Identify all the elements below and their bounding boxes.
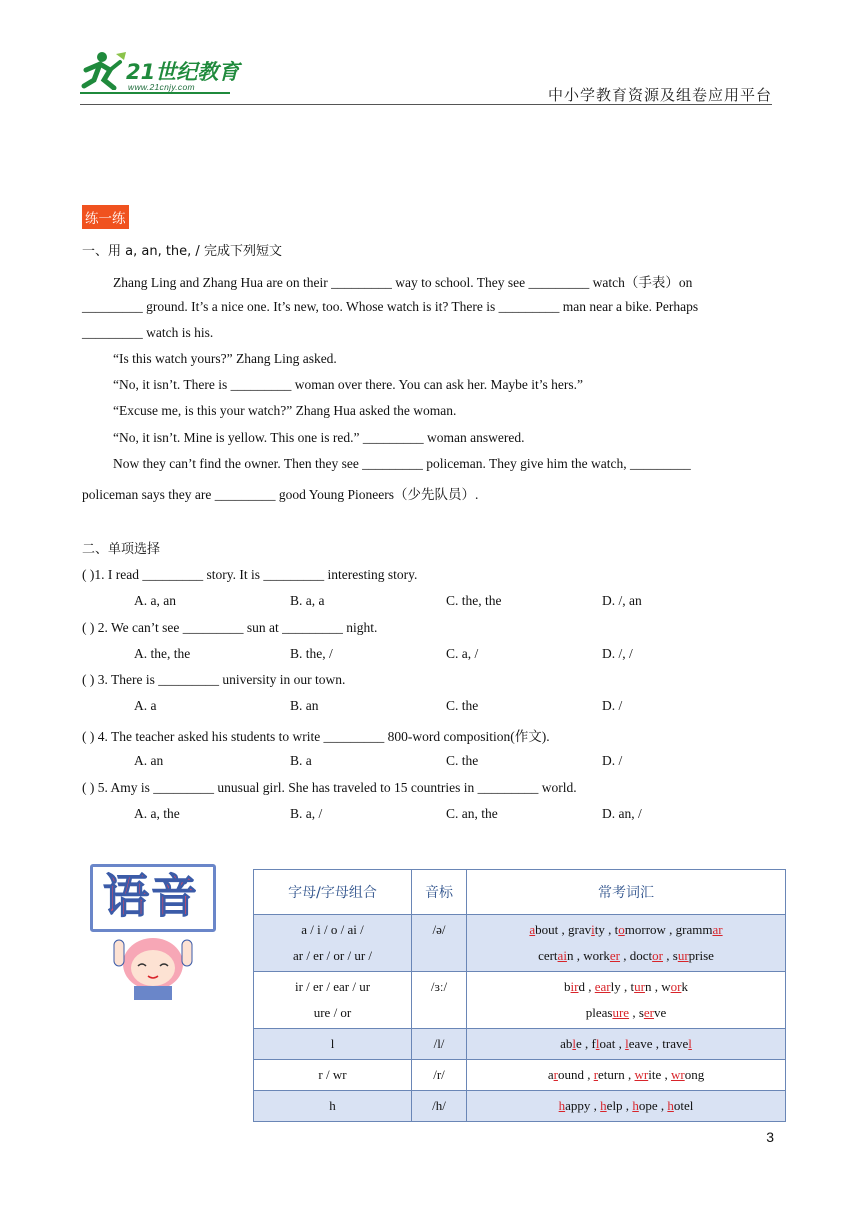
vocab-cell: around , return , write , wrong — [467, 1060, 786, 1091]
passage-line: Zhang Ling and Zhang Hua are on their _________ way to school. They see _________ watch（手表）on — [113, 275, 693, 290]
logo — [80, 50, 240, 96]
option-d: D. /, / — [602, 646, 633, 661]
table-row — [254, 1029, 786, 1060]
option-c: C. the — [446, 753, 479, 768]
table-header — [254, 870, 786, 915]
letters-cell: r / wr — [254, 1060, 412, 1091]
passage-line: “Is this watch yours?” Zhang Ling asked. — [113, 351, 337, 366]
passage-line: “No, it isn’t. Mine is yellow. This one is red.” _________ woman answered. — [113, 430, 525, 445]
ipa-cell: /r/ — [412, 1060, 467, 1091]
letters-cell: h — [254, 1091, 412, 1122]
option-a: A. a, an — [134, 593, 176, 608]
option-c: C. the, the — [446, 593, 502, 608]
option-b: B. a, / — [290, 806, 323, 821]
option-c: C. an, the — [446, 806, 498, 821]
option-b: B. a — [290, 753, 312, 768]
vocab-cell: bird , early , turn , work pleasure , serve — [467, 972, 786, 1029]
page-number: 3 — [766, 1129, 774, 1145]
pronunciation-badge — [90, 864, 214, 1000]
passage-line: “Excuse me, is this your watch?” Zhang Hua asked the woman. — [113, 403, 457, 418]
badge-text: 语音 — [103, 869, 199, 923]
letters-cell: ure / or — [313, 1005, 352, 1020]
vocab-cell: about , gravity , tomorrow , grammar certain , worker , doctor , surprise — [467, 915, 786, 972]
section-tag: 练一练 — [82, 205, 129, 229]
option-b: B. a, a — [290, 593, 325, 608]
ipa-cell: /ə/ — [412, 915, 467, 972]
passage-line: _________ ground. It’s a nice one. It’s new, too. Whose watch is it? There is _________ man near a bike. Perhaps — [82, 299, 699, 314]
platform-title: 中小学教育资源及组卷应用平台 — [547, 86, 772, 104]
table-row — [254, 1060, 786, 1091]
header-vocab: 常考词汇 — [467, 870, 786, 915]
passage-line: _________ watch is his. — [82, 325, 214, 340]
question-3: ( ) 3. There is _________ university in our town. — [82, 672, 346, 687]
option-b: B. an — [290, 698, 319, 713]
option-c: C. the — [446, 698, 479, 713]
letters-cell: a / i / o / ai / — [301, 922, 364, 937]
letters-cell: ar / er / or / ur / — [292, 948, 373, 963]
letters-cell: ir / er / ear / ur — [294, 979, 371, 994]
header-divider — [80, 104, 772, 105]
logo-url: www.21cnjy.com — [128, 82, 195, 92]
option-a: A. a — [134, 698, 157, 713]
option-d: D. an, / — [602, 806, 642, 821]
option-a: A. an — [134, 753, 164, 768]
option-d: D. / — [602, 753, 623, 768]
header-ipa: 音标 — [412, 870, 467, 915]
part1-title: 一、用 a, an, the, / 完成下列短文 — [82, 244, 282, 259]
passage-line: Now they can’t find the owner. Then they see _________ policeman. They give him the watch, _________ — [113, 456, 691, 471]
header-letters: 字母/字母组合 — [254, 870, 412, 915]
question-1: ( )1. I read _________ story. It is _________ interesting story. — [82, 567, 418, 582]
option-d: D. /, an — [602, 593, 642, 608]
option-d: D. / — [602, 698, 623, 713]
option-a: A. a, the — [134, 806, 180, 821]
option-a: A. the, the — [134, 646, 191, 661]
runner-logo-icon — [80, 50, 128, 90]
passage-line: “No, it isn’t. There is _________ woman over there. You can ask her. Maybe it’s hers.” — [113, 377, 584, 392]
question-2: ( ) 2. We can’t see _________ sun at _________ night. — [82, 620, 378, 635]
letters-cell: l — [254, 1029, 412, 1060]
vocab-cell: able , float , leave , travel — [467, 1029, 786, 1060]
table-row — [254, 1091, 786, 1122]
logo-text: 21世纪教育 — [126, 60, 240, 84]
ipa-cell: /h/ — [412, 1091, 467, 1122]
ipa-cell: /ɜː/ — [412, 972, 467, 1029]
girl-mascot-icon — [98, 926, 208, 1000]
option-b: B. the, / — [290, 646, 333, 661]
ipa-cell: /l/ — [412, 1029, 467, 1060]
part2-title: 二、单项选择 — [82, 542, 161, 557]
vocab-cell: happy , help , hope , hotel — [467, 1091, 786, 1122]
option-c: C. a, / — [446, 646, 479, 661]
question-4: ( ) 4. The teacher asked his students to write _________ 800-word composition(作文). — [82, 729, 550, 744]
question-5: ( ) 5. Amy is _________ unusual girl. She has traveled to 15 countries in _________ world. — [82, 780, 577, 795]
table-row — [254, 972, 786, 1029]
phonetics-table — [253, 869, 786, 1122]
table-row — [254, 915, 786, 972]
passage-line: policeman says they are _________ good Young Pioneers（少先队员）. — [82, 487, 479, 502]
